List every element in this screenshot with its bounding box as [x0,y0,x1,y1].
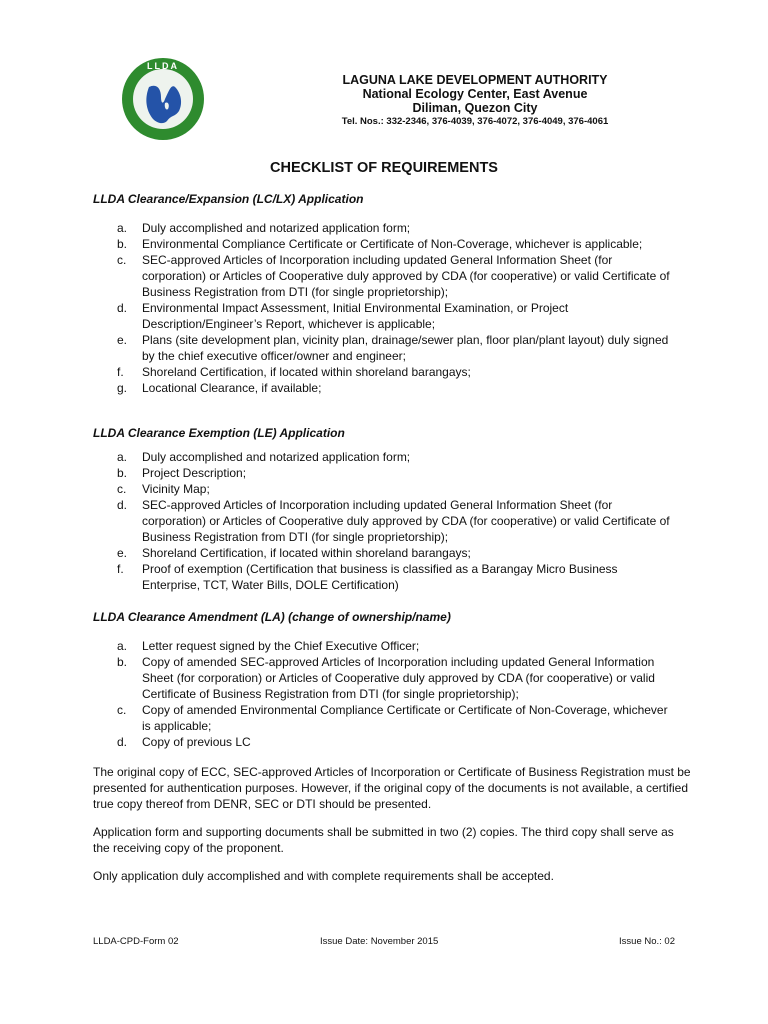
list-item: f. Shoreland Certification, if located within shoreland barangays; [117,365,471,379]
list-item: e. Shoreland Certification, if located within shoreland barangays; [117,546,471,560]
note-copies: Application form and supporting documents shall be submitted in two (2) copies. The third copy shall serve as the receiving copy of the proponent. [93,825,674,855]
letterhead [260,73,690,128]
requirements-list-le [117,449,677,593]
section-heading-la: LLDA Clearance Amendment (LA) (change of ownership/name) [93,610,451,624]
list-item: d. Copy of previous LC [117,735,251,749]
list-item: g. Locational Clearance, if available; [117,381,322,395]
llda-logo [121,57,205,141]
list-item: d. SEC-approved Articles of Incorporation including updated General Information Sheet (for corporation) or Articles of Cooperative duly approved by CDA (for cooperative) or valid Certificate of Business Registration from DTI (for single proprietorship); [117,498,670,544]
list-item: e. Plans (site development plan, vicinity plan, drainage/sewer plan, floor plan/plant layout) duly signed by the chief executive officer/owner and engineer; [117,333,669,363]
requirements-list-lc-lx [117,220,677,396]
section-heading-lc-lx: LLDA Clearance/Expansion (LC/LX) Application [93,192,364,206]
list-item: b. Copy of amended SEC-approved Articles of Incorporation including updated General Information Sheet (for corporation) or Articles of Cooperative duly approved by CDA (for cooperative) or valid Certificate of Business Registration from DTI (for single proprietorship); [117,655,655,701]
list-item: c. Copy of amended Environmental Compliance Certificate or Certificate of Non-Coverage, whichever is applicable; [117,703,668,733]
footer-issue-date: Issue Date: November 2015 [320,936,439,947]
address-line-2: Diliman, Quezon City [412,101,538,115]
list-item: a. Letter request signed by the Chief Executive Officer; [117,639,420,653]
requirements-list-la [117,638,677,750]
list-item: a. Duly accomplished and notarized application form; [117,221,411,235]
svg-text:LLDA: LLDA [147,61,179,71]
phone-numbers: Tel. Nos.: 332-2346, 376-4039, 376-4072, 376-4049, 376-4061 [341,116,609,127]
list-item: d. Environmental Impact Assessment, Initial Environmental Examination, or Project Description/Engineer’s Report, whichever is applicable; [117,301,569,331]
list-item: c. Vicinity Map; [117,482,210,496]
org-name: LAGUNA LAKE DEVELOPMENT AUTHORITY [342,73,608,87]
address-line-1: National Ecology Center, East Avenue [362,87,588,101]
footer-form-number: LLDA-CPD-Form 02 [93,936,179,947]
list-item: a. Duly accomplished and notarized application form; [117,450,411,464]
note-original-copy: The original copy of ECC, SEC-approved Articles of Incorporation or Certificate of Business Registration must be presented for authentication purposes. However, if the original copy of the documents is not available, a certified true copy thereof from DENR, SEC or DTI should be presented. [93,765,691,811]
section-heading-le: LLDA Clearance Exemption (LE) Application [93,426,345,440]
footer-issue-number: Issue No.: 02 [619,936,675,947]
llda-seal-icon [121,57,205,141]
list-item: b. Project Description; [117,466,247,480]
list-item: c. SEC-approved Articles of Incorporation including updated General Information Sheet (for corporation) or Articles of Cooperative duly approved by CDA (for cooperative) or valid Certificate of Business Registration from DTI (for single proprietorship); [117,253,670,299]
note-acceptance: Only application duly accomplished and with complete requirements shall be accepted. [93,869,554,883]
list-item: f. Proof of exemption (Certification that business is classified as a Barangay Micro Business Enterprise, TCT, Water Bills, DOLE Certification) [117,562,618,592]
list-item: b. Environmental Compliance Certificate or Certificate of Non-Coverage, whichever is applicable; [117,237,643,251]
document-title: CHECKLIST OF REQUIREMENTS [270,160,498,176]
